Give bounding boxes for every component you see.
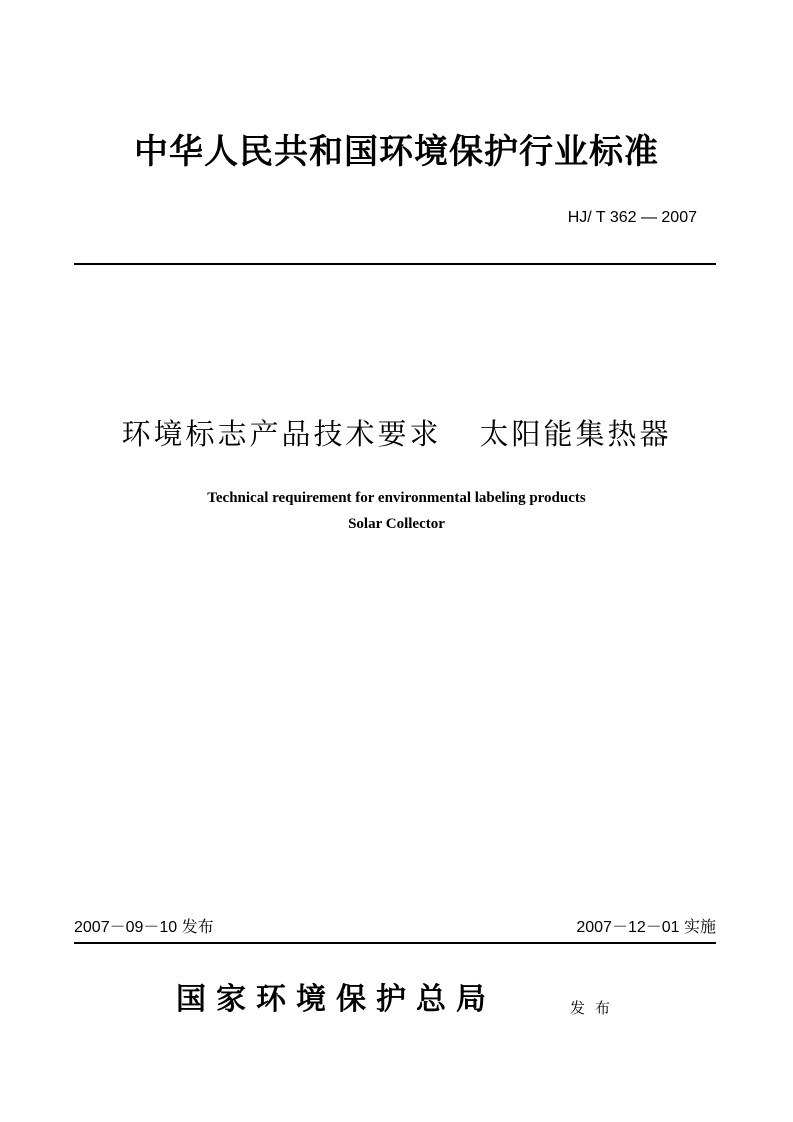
issue-label: 发布 xyxy=(570,999,621,1017)
implementation-date: 2007－12－01 实施 xyxy=(576,919,716,936)
bottom-divider xyxy=(74,942,716,944)
chinese-title-main: 环境标志产品技术要求 xyxy=(121,417,442,451)
standard-category-title: 中华人民共和国环境保护行业标准 xyxy=(134,132,659,172)
english-title-line-2: Solar Collector xyxy=(348,516,445,532)
standard-number: HJ/ T 362 — 2007 xyxy=(567,209,697,226)
date-row xyxy=(74,917,716,939)
top-divider xyxy=(74,263,716,265)
english-title xyxy=(0,485,793,537)
chinese-title-sub: 太阳能集热器 xyxy=(479,417,672,451)
issue-date: 2007－09－10 发布 xyxy=(74,919,214,936)
issuing-authority: 国家环境保护总局 xyxy=(176,982,496,1017)
chinese-title xyxy=(0,414,793,454)
english-title-line-1: Technical requirement for environmental labeling products xyxy=(207,490,586,506)
